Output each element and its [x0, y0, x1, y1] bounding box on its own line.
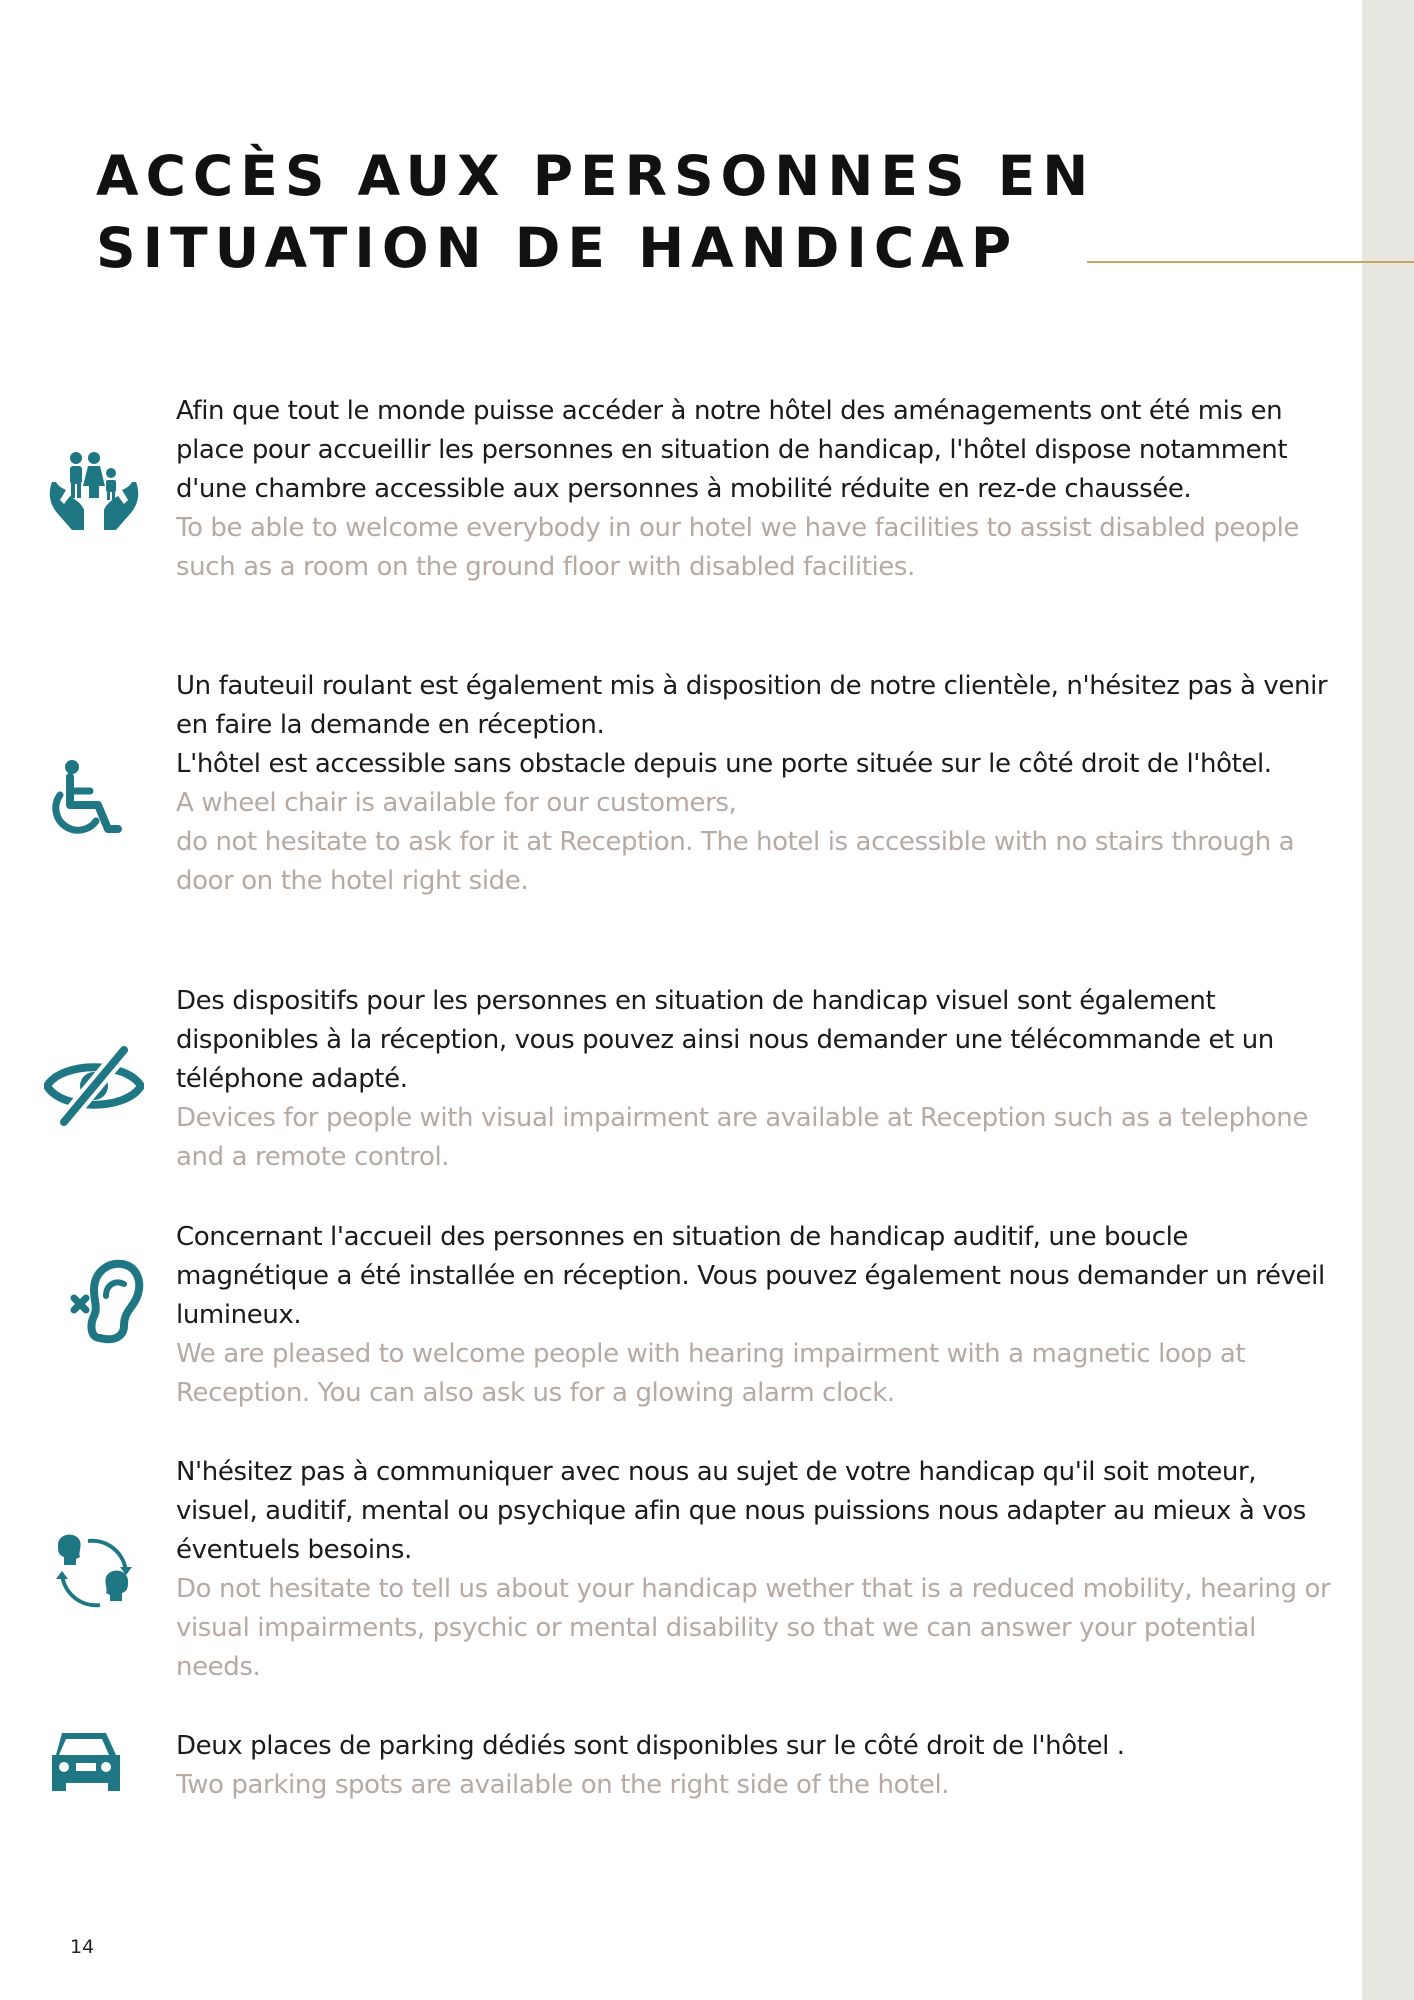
section-text	[176, 1218, 1336, 1413]
communication-people-icon	[44, 1523, 144, 1623]
french-paragraph: Des dispositifs pour les personnes en situation de handicap visuel sont également disponibles à la réception, vous pouvez ainsi nous demander une télécommande et un téléphone adapté.	[176, 986, 1274, 1094]
english-paragraph: Do not hesitate to tell us about your handicap wether that is a reduced mobility, hearing or visual impairments, psychic or mental disability so that we can answer your potential needs.	[176, 1574, 1331, 1682]
section-text	[176, 1727, 1336, 1805]
french-paragraph: Deux places de parking dédiés sont disponibles sur le côté droit de l'hôtel .	[176, 1731, 1125, 1761]
french-paragraph: Concernant l'accueil des personnes en situation de handicap auditif, une boucle magnétique a été installée en réception. Vous pouvez également nous demander un réveil lumineux.	[176, 1222, 1325, 1330]
page-number: 14	[70, 1936, 95, 1958]
french-paragraph: Un fauteuil roulant est également mis à disposition de notre clientèle, n'hésitez pas à venir en faire la demande en réception. L'hôtel est accessible sans obstacle depuis une porte située sur le côté droit de l'hôtel.	[176, 671, 1328, 779]
hearing-impaired-ear-icon	[44, 1252, 144, 1352]
title-accent-rule	[1087, 261, 1414, 263]
section-text	[176, 1453, 1336, 1687]
page-title-line-1: ACCÈS AUX PERSONNES EN	[96, 144, 1096, 208]
page-title-line-2: SITUATION DE HANDICAP	[96, 216, 1019, 280]
eye-slash-icon	[44, 1036, 144, 1136]
family-care-hands-icon	[44, 446, 144, 546]
side-strip	[1362, 0, 1414, 2000]
english-paragraph: Devices for people with visual impairment are available at Reception such as a telephone and a remote control.	[176, 1103, 1308, 1172]
car-icon	[44, 1727, 144, 1827]
page-title	[96, 140, 1096, 284]
english-paragraph: We are pleased to welcome people with hearing impairment with a magnetic loop at Reception. You can also ask us for a glowing alarm clock.	[176, 1339, 1246, 1408]
section-text	[176, 392, 1336, 587]
section-text	[176, 667, 1336, 901]
french-paragraph: N'hésitez pas à communiquer avec nous au sujet de votre handicap qu'il soit moteur, visuel, auditif, mental ou psychique afin que nous puissions nous adapter au mieux à vos éventuels besoins.	[176, 1457, 1306, 1565]
wheelchair-icon	[44, 759, 144, 859]
english-paragraph: To be able to welcome everybody in our hotel we have facilities to assist disabled people such as a room on the ground floor with disabled facilities.	[176, 513, 1300, 582]
english-paragraph: Two parking spots are available on the right side of the hotel.	[176, 1770, 950, 1800]
english-paragraph: A wheel chair is available for our customers, do not hesitate to ask for it at Reception. The hotel is accessible with no stairs through a door on the hotel right side.	[176, 788, 1295, 896]
french-paragraph: Afin que tout le monde puisse accéder à notre hôtel des aménagements ont été mis en place pour accueillir les personnes en situation de handicap, l'hôtel dispose notamment d'une chambre accessible aux personnes à mobilité réduite en rez-de chaussée.	[176, 396, 1288, 504]
section-text	[176, 982, 1336, 1177]
